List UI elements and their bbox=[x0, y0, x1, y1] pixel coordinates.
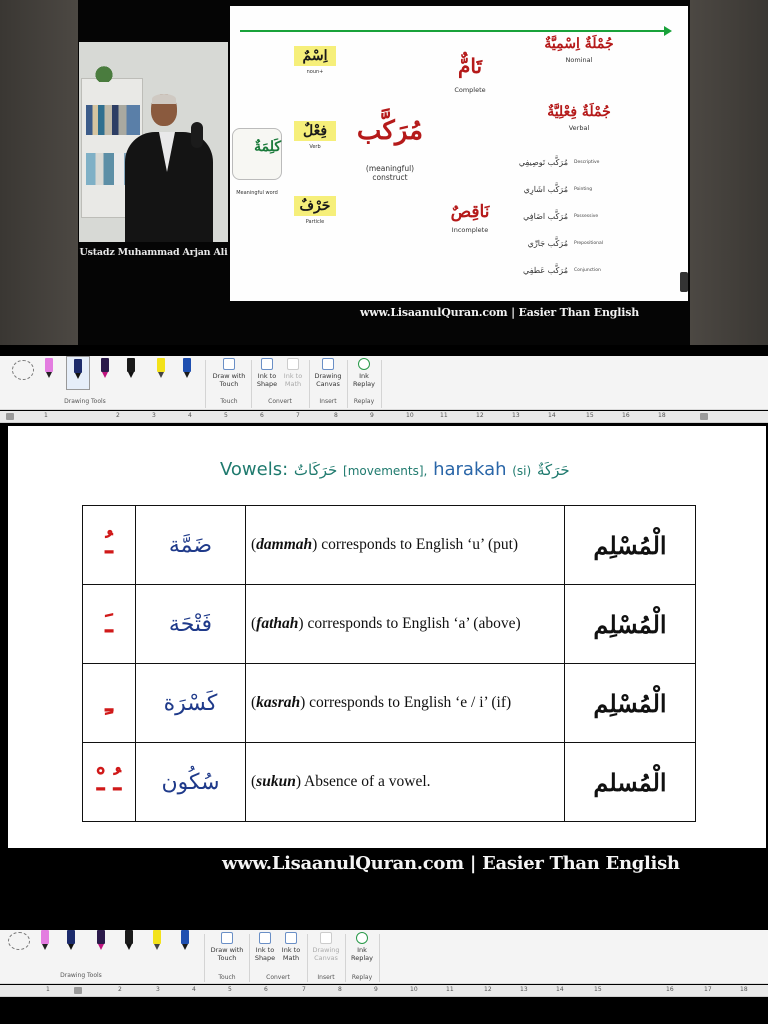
ism-box bbox=[294, 46, 336, 75]
ink-to-math-button[interactable]: Ink to Math bbox=[280, 358, 306, 388]
video-footer-url: www.LisaanulQuran.com | Easier Than English bbox=[360, 306, 639, 319]
draw-with-touch-button[interactable]: Draw with Touch bbox=[208, 932, 246, 962]
arrow-right-icon bbox=[664, 26, 672, 36]
ism-caption: noun+ bbox=[306, 69, 324, 75]
math-icon bbox=[287, 358, 299, 370]
ink-replay-button[interactable]: Ink Replay bbox=[350, 358, 378, 388]
group-touch: Touch bbox=[218, 974, 236, 981]
group-replay: Replay bbox=[353, 398, 375, 405]
draw-ribbon-secondary bbox=[0, 930, 768, 984]
group-touch: Touch bbox=[220, 398, 238, 405]
example-word: الْمُسلم bbox=[565, 743, 696, 822]
highlighter-yellow-icon[interactable] bbox=[152, 930, 162, 950]
construct-item: مُرَكَّب اشَارِي Pointing bbox=[523, 185, 593, 194]
ismiyya-caption: Nominal bbox=[565, 56, 593, 64]
document-footer-url: www.LisaanulQuran.com | Easier Than English bbox=[222, 853, 680, 874]
construct-item: مُرَكَّب جَارِّي Prepositional bbox=[527, 239, 603, 248]
ribbon-separator bbox=[309, 360, 310, 408]
taam-caption: Complete bbox=[454, 86, 486, 94]
shape-icon bbox=[261, 358, 273, 370]
presenter-camera bbox=[79, 42, 228, 242]
harf-box bbox=[294, 196, 336, 225]
vowels-table bbox=[82, 505, 696, 822]
ruler-margin-marker[interactable] bbox=[700, 413, 708, 420]
pen-dark-icon[interactable] bbox=[100, 358, 110, 378]
draw-with-touch-button[interactable]: Draw with Touch bbox=[210, 358, 248, 388]
harf-caption: Particle bbox=[305, 219, 325, 225]
naqis-caption: Incomplete bbox=[451, 226, 489, 234]
shape-icon bbox=[259, 932, 271, 944]
pen-blue-icon[interactable] bbox=[180, 930, 190, 950]
pen-pink-icon[interactable] bbox=[44, 358, 54, 378]
vowel-name-arabic: كَسْرَة bbox=[136, 664, 246, 743]
vowel-description: (dammah) corresponds to English ‘u’ (put) bbox=[246, 506, 565, 585]
table-row bbox=[83, 506, 696, 585]
kalima-caption: Meaningful word bbox=[236, 190, 278, 196]
ink-to-shape-button[interactable]: Ink to Shape bbox=[252, 932, 278, 962]
document-page bbox=[8, 426, 766, 848]
books-row bbox=[86, 105, 140, 135]
example-word: الْمُسْلِم bbox=[565, 585, 696, 664]
vowel-name-arabic: سُكُون bbox=[136, 743, 246, 822]
touch-icon bbox=[221, 932, 233, 944]
lecture-slide bbox=[230, 6, 688, 301]
pen-black-icon[interactable] bbox=[124, 930, 134, 950]
naqis-arabic: نَاقِصٌ bbox=[450, 202, 490, 222]
video-side-blur-right bbox=[690, 0, 768, 345]
pen-navy-icon[interactable] bbox=[66, 930, 76, 950]
group-drawing-tools: Drawing Tools bbox=[64, 398, 106, 405]
highlighter-yellow-icon[interactable] bbox=[156, 358, 166, 378]
video-frame bbox=[0, 0, 768, 345]
kalima-box bbox=[232, 128, 282, 180]
vowel-name-arabic: ضَمَّة bbox=[136, 506, 246, 585]
ribbon-separator bbox=[204, 934, 205, 982]
slide-scroll-handle[interactable] bbox=[680, 272, 688, 292]
murakkab-caption-1: (meaningful) bbox=[365, 164, 415, 173]
presenter-name: Ustadz Muhammad Arjan Ali bbox=[79, 247, 228, 258]
ismiyya-arabic: جُمْلَةٌ اِسْمِيَّةٌ bbox=[544, 36, 614, 52]
group-insert: Insert bbox=[317, 974, 335, 981]
fil-caption: Verb bbox=[309, 144, 321, 150]
heading-harakat-plural: حَرَكَاتٌ bbox=[293, 461, 338, 479]
ribbon-separator bbox=[381, 360, 382, 408]
fil-box bbox=[294, 121, 336, 150]
naqis-box bbox=[438, 202, 502, 234]
video-side-blur-left bbox=[0, 0, 78, 345]
fil-arabic: فِعْلٌ bbox=[294, 121, 336, 141]
pen-black-icon[interactable] bbox=[126, 358, 136, 378]
heading-movements: [movements], bbox=[343, 464, 428, 478]
lasso-select-icon[interactable] bbox=[8, 932, 30, 950]
murakkab-box bbox=[350, 116, 430, 182]
group-replay: Replay bbox=[351, 974, 373, 981]
example-word: الْمُسْلِم bbox=[565, 506, 696, 585]
horizontal-ruler[interactable]: 1 2 3 4 5 6 7 8 9 10 11 12 13 14 15 16 18 bbox=[0, 411, 768, 423]
math-icon bbox=[285, 932, 297, 944]
ribbon-separator bbox=[249, 934, 250, 982]
drawing-canvas-button[interactable]: Drawing Canvas bbox=[310, 932, 342, 962]
taam-arabic: تَامٌّ bbox=[457, 54, 483, 78]
touch-icon bbox=[223, 358, 235, 370]
vowel-symbol: ـِ bbox=[83, 664, 136, 743]
vowel-symbol: ـَ bbox=[83, 585, 136, 664]
ismiyya-box bbox=[530, 36, 628, 64]
ribbon-separator bbox=[379, 934, 380, 982]
taam-box bbox=[440, 54, 500, 94]
group-convert: Convert bbox=[266, 974, 290, 981]
vowels-heading bbox=[220, 459, 570, 480]
vowel-name-arabic: فَتْحَة bbox=[136, 585, 246, 664]
vowel-symbol: ـُ ـْ bbox=[83, 743, 136, 822]
canvas-icon bbox=[320, 932, 332, 944]
table-row bbox=[83, 585, 696, 664]
filiyya-arabic: جُمْلَةٌ فِعْلِيَّةٌ bbox=[547, 104, 611, 120]
table-row bbox=[83, 664, 696, 743]
ruler-margin-marker[interactable] bbox=[6, 413, 14, 420]
ribbon-separator bbox=[251, 360, 252, 408]
ribbon-separator bbox=[307, 934, 308, 982]
heading-vowels-label: Vowels: bbox=[220, 459, 289, 480]
horizontal-ruler-secondary[interactable]: 1 2 3 4 5 6 7 8 9 10 11 12 13 14 15 16 17 18 bbox=[0, 985, 768, 997]
construct-item: مُرَكَّب اضَافِي Possessive bbox=[523, 212, 599, 221]
ribbon-separator bbox=[347, 360, 348, 408]
slide-arrow-line bbox=[240, 30, 668, 32]
plant bbox=[93, 64, 115, 82]
ruler-margin-marker[interactable] bbox=[74, 987, 82, 994]
murakkab-caption-2: construct bbox=[372, 173, 408, 182]
vowel-description: (kasrah) corresponds to English ‘e / i’ (if) bbox=[246, 664, 565, 743]
example-word: الْمُسْلِم bbox=[565, 664, 696, 743]
group-drawing-tools: Drawing Tools bbox=[60, 972, 102, 979]
ink-to-shape-button[interactable]: Ink to Shape bbox=[254, 358, 280, 388]
filiyya-caption: Verbal bbox=[568, 124, 590, 132]
pen-pink-icon[interactable] bbox=[40, 930, 50, 950]
canvas-icon bbox=[322, 358, 334, 370]
harf-arabic: حَرْفٌ bbox=[294, 196, 336, 216]
group-convert: Convert bbox=[268, 398, 292, 405]
replay-icon bbox=[358, 358, 370, 370]
replay-icon bbox=[356, 932, 368, 944]
table-row bbox=[83, 743, 696, 822]
construct-item: مُرَكَّب تَوصِيفِي Descriptive bbox=[518, 158, 600, 167]
vowel-symbol: ـُ bbox=[83, 506, 136, 585]
ink-to-math-button[interactable]: Ink to Math bbox=[278, 932, 304, 962]
heading-harakah-singular: حَرَكَةٌ bbox=[536, 461, 570, 479]
presenter-hair bbox=[152, 94, 176, 104]
microphone bbox=[191, 122, 203, 148]
pen-dark-icon[interactable] bbox=[96, 930, 106, 950]
filiyya-box bbox=[530, 104, 628, 132]
kalima-arabic: كَلِمَةٌ bbox=[254, 139, 281, 155]
construct-item: مُرَكَّب عَطفِي Conjunction bbox=[523, 266, 601, 275]
pen-black-selected-icon[interactable] bbox=[66, 356, 90, 390]
ism-arabic: اِسْمٌ bbox=[294, 46, 336, 66]
group-insert: Insert bbox=[319, 398, 337, 405]
ink-replay-button[interactable]: Ink Replay bbox=[348, 932, 376, 962]
draw-ribbon bbox=[0, 356, 768, 410]
vowel-description: (sukun) Absence of a vowel. bbox=[246, 743, 565, 822]
vowel-description: (fathah) corresponds to English ‘a’ (above) bbox=[246, 585, 565, 664]
drawing-canvas-button[interactable]: Drawing Canvas bbox=[312, 358, 344, 388]
ribbon-separator bbox=[205, 360, 206, 408]
murakkab-arabic: مُرَكَّب bbox=[356, 116, 424, 146]
heading-harakah: harakah bbox=[433, 459, 507, 480]
pen-blue-icon[interactable] bbox=[182, 358, 192, 378]
heading-singular-note: (si) bbox=[512, 464, 532, 478]
lasso-select-icon[interactable] bbox=[12, 360, 34, 380]
ribbon-separator bbox=[345, 934, 346, 982]
construct-list bbox=[510, 156, 630, 291]
